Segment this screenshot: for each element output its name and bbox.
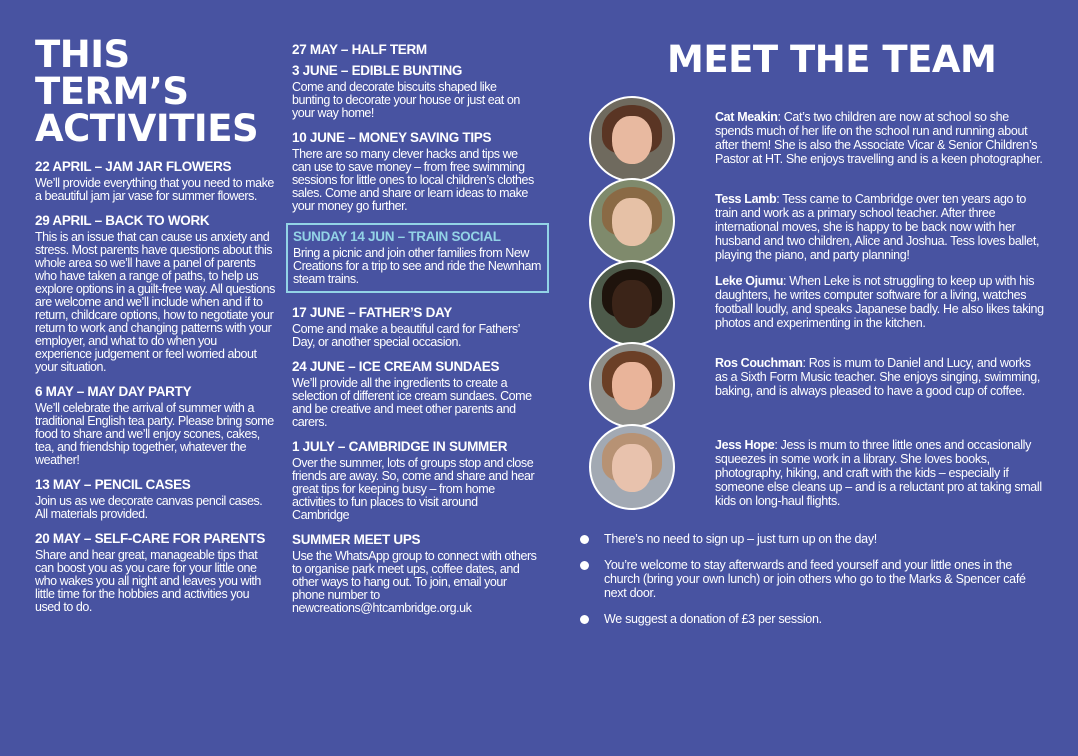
avatar [589, 424, 675, 510]
activity-title: 1 JULY – CAMBRIDGE IN SUMMER [292, 439, 508, 454]
activity-may-day-party [35, 384, 275, 467]
team-member-cat [580, 110, 1050, 182]
bullet-icon [580, 535, 589, 544]
member-name: Ros Couchman [715, 356, 803, 370]
member-bio [715, 192, 1045, 262]
member-name: Jess Hope [715, 438, 775, 452]
activity-title: SUNDAY 14 JUN – TRAIN SOCIAL [293, 229, 501, 244]
activity-description: We’ll provide everything that you need to make a beautiful jam jar vase for summer flowers. [35, 176, 274, 203]
activity-description: Come and make a beautiful card for Fathers’ Day, or another special occasion. [292, 322, 520, 349]
team-list [580, 110, 1050, 510]
team-member-ros [580, 356, 1050, 428]
avatar [589, 178, 675, 264]
team-title: MEET THE TEAM [667, 38, 997, 81]
activity-description: Come and decorate biscuits shaped like bunting to decorate your house or just eat on your way home! [292, 80, 520, 120]
team-member-leke [580, 274, 1050, 346]
activity-jam-jar-flowers [35, 159, 275, 203]
note-item [580, 612, 1050, 626]
right-column [580, 40, 1050, 638]
activity-back-to-work [35, 213, 275, 374]
activity-ice-cream-sundaes [292, 359, 537, 429]
activity-fathers-day [292, 305, 537, 349]
activity-title: 17 JUNE – FATHER’S DAY [292, 305, 452, 320]
activity-title: 22 APRIL – JAM JAR FLOWERS [35, 159, 232, 174]
middle-column [292, 42, 541, 625]
member-bio [715, 438, 1045, 508]
team-member-jess [580, 438, 1050, 510]
member-name: Cat Meakin [715, 110, 778, 124]
member-description: : Jess is mum to three little ones and occasionally squeezes in some work in a library. She loves books, photography, hiking, and craft with the kids – especially if someone else cleans up – and is a reluctant pro at taking small kids on long-haul flights. [715, 438, 1042, 508]
member-bio [715, 274, 1045, 330]
activity-title: SUMMER MEET UPS [292, 532, 421, 547]
activity-summer-meet-ups [292, 532, 537, 615]
note-text: You’re welcome to stay afterwards and feed yourself and your little ones in the church (bring your own lunch) or join others who go to the Marks & Spencer café next door. [604, 558, 1026, 600]
activity-description: Bring a picnic and join other families from New Creations for a trip to see and ride the Newnham steam trains. [293, 246, 541, 286]
bullet-icon [580, 615, 589, 624]
avatar [589, 96, 675, 182]
activity-description: Use the WhatsApp group to connect with others to organise park meet ups, coffee dates, and other ways to hang out. To join, email your phone number to newcreations@htcambridge.org.uk [292, 549, 537, 615]
avatar [589, 260, 675, 346]
activity-title: 3 JUNE – EDIBLE BUNTING [292, 63, 463, 78]
activity-description: We’ll provide all the ingredients to create a selection of different ice cream sundaes. Come and be creative and meet other parents and carers. [292, 376, 532, 429]
activity-description: Over the summer, lots of groups stop and close friends are away. So, come and share and hear great tips for keeping busy – from home activities to fun places to visit around Cambridge [292, 456, 535, 522]
avatar [589, 342, 675, 428]
activities-title: THIS TERM’S ACTIVITIES [35, 33, 259, 150]
activity-description: There are so many clever hacks and tips we can use to save money – from free swimming sessions for little ones to local children’s clothes sales. Come and share or learn ideas to make your money go further. [292, 147, 534, 213]
activity-pencil-cases [35, 477, 275, 521]
member-bio [715, 110, 1045, 166]
activity-title: 20 MAY – SELF-CARE FOR PARENTS [35, 531, 266, 546]
member-description: : When Leke is not struggling to keep up with his daughters, he writes computer software for a living, watches football loudly, and speaks Japanese badly. He also likes taking photos and experimenting in the kitchen. [715, 274, 1044, 330]
activity-cambridge-in-summer [292, 439, 537, 522]
activity-description: We’ll celebrate the arrival of summer with a traditional English tea party. Please bring some food to share and we’ll enjoy scones, cakes, tea, and friendship together, whatever the weather! [35, 401, 274, 467]
activity-description: Share and hear great, manageable tips that can boost you as you care for your little one who wakes you all night and leaves you with little time for the hobbies and activities you used to do. [35, 548, 261, 614]
activity-title: 24 JUNE – ICE CREAM SUNDAES [292, 359, 500, 374]
activity-title: 6 MAY – MAY DAY PARTY [35, 384, 192, 399]
left-column [35, 33, 275, 624]
activity-half-term [292, 42, 537, 57]
activity-description: This is an issue that can cause us anxiety and stress. Most parents have questions about this whole area so we’ll have a panel of parents who have taken a range of paths, to help us explore options in a guilt-free way. All questions are welcome and we’ll include when and if to return, childcare options, how to negotiate your return to work and changing patterns with your employer, and what to do when you experience judgement or feel worried about your situation. [35, 230, 275, 374]
activity-description: Join us as we decorate canvas pencil cases. All materials provided. [35, 494, 263, 521]
note-text: There’s no need to sign up – just turn up on the day! [604, 532, 877, 546]
activity-title: 13 MAY – PENCIL CASES [35, 477, 191, 492]
member-description: : Cat’s two children are now at school so she spends much of her life on the school run and running about after them! She is also the Associate Vicar & Senior Children’s Pastor at HT. She enjoys travelling and is a keen photographer. [715, 110, 1043, 166]
activity-train-social [286, 223, 549, 293]
member-name: Leke Ojumu [715, 274, 784, 288]
activity-edible-bunting [292, 63, 537, 120]
bullet-icon [580, 561, 589, 570]
note-item [580, 558, 1050, 600]
activity-self-care [35, 531, 275, 614]
member-name: Tess Lamb [715, 192, 777, 206]
team-member-tess [580, 192, 1050, 264]
note-text: We suggest a donation of £3 per session. [604, 612, 822, 626]
activity-title: 27 MAY – HALF TERM [292, 42, 427, 57]
activity-title: 29 APRIL – BACK TO WORK [35, 213, 210, 228]
member-description: : Ros is mum to Daniel and Lucy, and works as a Sixth Form Music teacher. She enjoys singing, swimming, baking, and is always pleased to have a good cup of coffee. [715, 356, 1040, 398]
member-bio [715, 356, 1045, 398]
member-description: : Tess came to Cambridge over ten years ago to train and work as a primary school teacher. After three international moves, she is happy to be back now with her husband and two children, Alice and Joshua. Tess loves ballet, playing the piano, and party planning! [715, 192, 1040, 262]
activity-money-saving-tips [292, 130, 537, 213]
notes-list [580, 532, 1050, 626]
note-item [580, 532, 1050, 546]
activity-title: 10 JUNE – MONEY SAVING TIPS [292, 130, 492, 145]
